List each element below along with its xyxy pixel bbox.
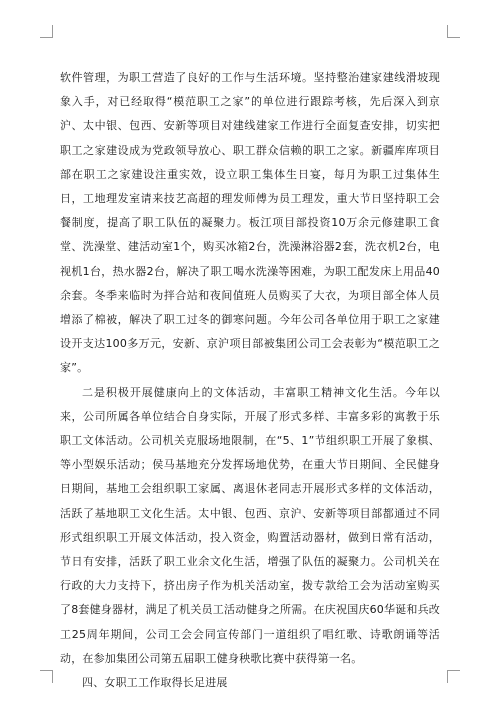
crop-mark-bottom-right [447, 670, 460, 683]
crop-mark-top-right [447, 25, 460, 38]
paragraph-cultural-activities: 二是积极开展健康向上的文体活动，丰富职工精神文化生活。今年以来，公司所属各单位结合自身实际，开展了形式多样、丰富多彩的寓教于乐职工文体活动。公司机关克服场地限制，在“5、1”节组织职工开展了象棋、等小型娱乐活动；侯马基地充分发挥场地优势，在重大节日期间、全民健身日期间，基地工会组织职工家属、离退休老同志开展形式多样的文体活动，活跃了基地职工文化生活。太中银、包西、京沪、安新等项目部都通过不同形式组织职工开展文体活动，投入资金，购置活动器材，做到日常有活动，节日有安排，活跃了职工业余文化生活，增强了队伍的凝聚力。公司机关在行政的大力支持下，挤出房子作为机关活动室，拨专款给工会为活动室购买了8套健身器材，满足了机关员工活动健身之所需。在庆祝国庆60华诞和兵改工25周年期间，公司工会会同宣传部门一道组织了唱红歌、诗歌朗诵等活动，在参加集团公司第五届职工健身秧歌比赛中获得第一名。 [60, 385, 440, 665]
section-heading-female-staff: 四、女职工工作取得长足进展 [82, 676, 228, 690]
crop-mark-top-left [40, 25, 53, 38]
crop-mark-bottom-left [40, 670, 53, 683]
paragraph-continuation: 软件管理，为职工营造了良好的工作与生活环境。坚持整治建家建线滑坡现象入手，对已经取得“模范职工之家”的单位进行跟踪考核，先后深入到京沪、太中银、包西、安新等项目对建线建家工作进行全面复查安排，切实把职工之家建设成为党政领导放心、职工群众信赖的职工之家。新疆库库项目部在职工之家建设注重实效，设立职工集体生日宴，每月为职工过集体生日，工地理发室请来技艺高超的理发师傅为员工理发，重大节日坚持职工会餐制度，提高了职工队伍的凝聚力。板江项目部投资10万余元修建职工食堂、洗澡堂、建活动室1个，购买冰箱2台，洗澡淋浴器2套，洗衣机2台，电视机1台，热水器2台，解决了职工喝水洗澡等困难，为职工配发床上用品40余套。冬季来临时为拌合站和夜间值班人员购买了大衣，为项目部全体人员增添了棉被，解决了职工过冬的御寒问题。今年公司各单位用于职工之家建设开支达100多万元，安新、京沪项目部被集团公司工会表彰为“模范职工之家”。 [60, 71, 440, 375]
document-body [60, 66, 440, 695]
